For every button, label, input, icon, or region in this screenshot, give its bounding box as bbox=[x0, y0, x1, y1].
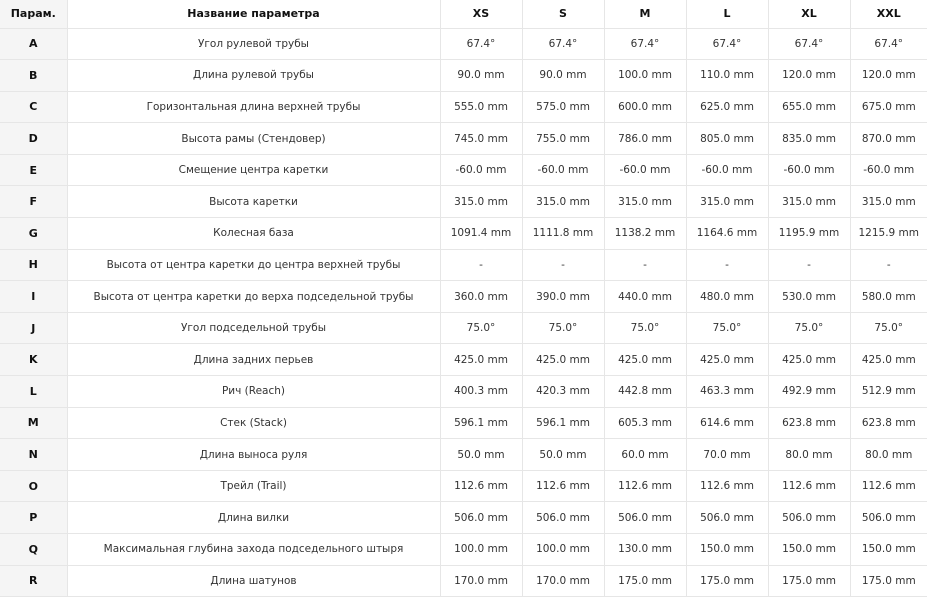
param-name: Длина вилки bbox=[67, 502, 440, 534]
param-name: Угол рулевой трубы bbox=[67, 28, 440, 60]
value-m: 786.0 mm bbox=[604, 123, 686, 155]
value-xs: 360.0 mm bbox=[440, 281, 522, 313]
value-m: 600.0 mm bbox=[604, 91, 686, 123]
value-l: 463.3 mm bbox=[686, 376, 768, 408]
value-s: 112.6 mm bbox=[522, 470, 604, 502]
value-s: - bbox=[522, 249, 604, 281]
param-code: P bbox=[0, 502, 67, 534]
value-s: 506.0 mm bbox=[522, 502, 604, 534]
param-code: N bbox=[0, 439, 67, 471]
value-xl: -60.0 mm bbox=[768, 154, 850, 186]
table-header-row bbox=[0, 0, 927, 28]
table-row bbox=[0, 502, 927, 534]
table-row bbox=[0, 60, 927, 92]
value-m: 75.0° bbox=[604, 312, 686, 344]
param-name: Максимальная глубина захода подседельного штыря bbox=[67, 534, 440, 566]
table-row bbox=[0, 534, 927, 566]
value-xxl: 112.6 mm bbox=[850, 470, 927, 502]
value-l: 625.0 mm bbox=[686, 91, 768, 123]
value-xl: 655.0 mm bbox=[768, 91, 850, 123]
param-name: Высота от центра каретки до центра верхней трубы bbox=[67, 249, 440, 281]
param-name: Длина рулевой трубы bbox=[67, 60, 440, 92]
table-row bbox=[0, 28, 927, 60]
value-s: 67.4° bbox=[522, 28, 604, 60]
value-m: 130.0 mm bbox=[604, 534, 686, 566]
param-name: Рич (Reach) bbox=[67, 376, 440, 408]
header-param-name: Название параметра bbox=[67, 0, 440, 28]
value-xxl: 315.0 mm bbox=[850, 186, 927, 218]
value-s: 50.0 mm bbox=[522, 439, 604, 471]
value-s: 390.0 mm bbox=[522, 281, 604, 313]
param-code: K bbox=[0, 344, 67, 376]
value-xs: 170.0 mm bbox=[440, 565, 522, 597]
value-xl: 425.0 mm bbox=[768, 344, 850, 376]
table-row bbox=[0, 218, 927, 250]
value-l: 480.0 mm bbox=[686, 281, 768, 313]
value-xl: 1195.9 mm bbox=[768, 218, 850, 250]
param-code: R bbox=[0, 565, 67, 597]
table-body bbox=[0, 28, 927, 597]
value-xxl: 580.0 mm bbox=[850, 281, 927, 313]
value-xxl: 425.0 mm bbox=[850, 344, 927, 376]
value-l: 112.6 mm bbox=[686, 470, 768, 502]
value-m: 100.0 mm bbox=[604, 60, 686, 92]
header-size-xs: XS bbox=[440, 0, 522, 28]
table-row bbox=[0, 312, 927, 344]
value-m: 112.6 mm bbox=[604, 470, 686, 502]
value-xxl: 512.9 mm bbox=[850, 376, 927, 408]
param-name: Трейл (Trail) bbox=[67, 470, 440, 502]
value-m: 440.0 mm bbox=[604, 281, 686, 313]
value-l: 506.0 mm bbox=[686, 502, 768, 534]
value-xs: 596.1 mm bbox=[440, 407, 522, 439]
param-name: Длина шатунов bbox=[67, 565, 440, 597]
table-row bbox=[0, 565, 927, 597]
value-m: -60.0 mm bbox=[604, 154, 686, 186]
value-xl: 150.0 mm bbox=[768, 534, 850, 566]
value-l: - bbox=[686, 249, 768, 281]
value-l: 614.6 mm bbox=[686, 407, 768, 439]
table-row bbox=[0, 470, 927, 502]
value-xl: 80.0 mm bbox=[768, 439, 850, 471]
value-xs: 425.0 mm bbox=[440, 344, 522, 376]
value-m: 175.0 mm bbox=[604, 565, 686, 597]
value-xs: 506.0 mm bbox=[440, 502, 522, 534]
value-s: 425.0 mm bbox=[522, 344, 604, 376]
param-name: Высота от центра каретки до верха подседельной трубы bbox=[67, 281, 440, 313]
param-code: G bbox=[0, 218, 67, 250]
value-l: 67.4° bbox=[686, 28, 768, 60]
value-l: 150.0 mm bbox=[686, 534, 768, 566]
value-xs: 315.0 mm bbox=[440, 186, 522, 218]
param-code: A bbox=[0, 28, 67, 60]
value-xxl: -60.0 mm bbox=[850, 154, 927, 186]
value-s: 755.0 mm bbox=[522, 123, 604, 155]
value-l: 70.0 mm bbox=[686, 439, 768, 471]
value-xxl: 1215.9 mm bbox=[850, 218, 927, 250]
param-code: Q bbox=[0, 534, 67, 566]
value-xxl: 623.8 mm bbox=[850, 407, 927, 439]
value-xs: -60.0 mm bbox=[440, 154, 522, 186]
param-name: Длина выноса руля bbox=[67, 439, 440, 471]
table-row bbox=[0, 123, 927, 155]
value-s: 170.0 mm bbox=[522, 565, 604, 597]
value-xxl: 675.0 mm bbox=[850, 91, 927, 123]
value-xxl: - bbox=[850, 249, 927, 281]
header-size-l: L bbox=[686, 0, 768, 28]
value-xl: 530.0 mm bbox=[768, 281, 850, 313]
value-xl: - bbox=[768, 249, 850, 281]
value-xs: 112.6 mm bbox=[440, 470, 522, 502]
value-l: -60.0 mm bbox=[686, 154, 768, 186]
value-xxl: 80.0 mm bbox=[850, 439, 927, 471]
value-xs: 90.0 mm bbox=[440, 60, 522, 92]
value-xxl: 870.0 mm bbox=[850, 123, 927, 155]
value-xxl: 120.0 mm bbox=[850, 60, 927, 92]
value-m: 60.0 mm bbox=[604, 439, 686, 471]
value-xs: 1091.4 mm bbox=[440, 218, 522, 250]
param-name: Угол подседельной трубы bbox=[67, 312, 440, 344]
value-xxl: 67.4° bbox=[850, 28, 927, 60]
value-xxl: 75.0° bbox=[850, 312, 927, 344]
value-l: 110.0 mm bbox=[686, 60, 768, 92]
value-xs: 555.0 mm bbox=[440, 91, 522, 123]
value-xs: 75.0° bbox=[440, 312, 522, 344]
param-code: L bbox=[0, 376, 67, 408]
param-code: O bbox=[0, 470, 67, 502]
value-s: 575.0 mm bbox=[522, 91, 604, 123]
table-row bbox=[0, 91, 927, 123]
value-l: 175.0 mm bbox=[686, 565, 768, 597]
value-xl: 120.0 mm bbox=[768, 60, 850, 92]
value-s: 315.0 mm bbox=[522, 186, 604, 218]
value-xxl: 175.0 mm bbox=[850, 565, 927, 597]
value-s: 90.0 mm bbox=[522, 60, 604, 92]
table-row bbox=[0, 439, 927, 471]
table-row bbox=[0, 249, 927, 281]
table-row bbox=[0, 281, 927, 313]
value-m: - bbox=[604, 249, 686, 281]
value-xl: 506.0 mm bbox=[768, 502, 850, 534]
value-xs: - bbox=[440, 249, 522, 281]
value-l: 1164.6 mm bbox=[686, 218, 768, 250]
value-m: 425.0 mm bbox=[604, 344, 686, 376]
param-code: I bbox=[0, 281, 67, 313]
value-xl: 315.0 mm bbox=[768, 186, 850, 218]
value-m: 67.4° bbox=[604, 28, 686, 60]
value-xl: 623.8 mm bbox=[768, 407, 850, 439]
value-m: 1138.2 mm bbox=[604, 218, 686, 250]
value-m: 605.3 mm bbox=[604, 407, 686, 439]
value-xl: 175.0 mm bbox=[768, 565, 850, 597]
value-s: 596.1 mm bbox=[522, 407, 604, 439]
value-xxl: 506.0 mm bbox=[850, 502, 927, 534]
value-xs: 50.0 mm bbox=[440, 439, 522, 471]
value-xs: 67.4° bbox=[440, 28, 522, 60]
param-name: Стек (Stack) bbox=[67, 407, 440, 439]
value-s: 420.3 mm bbox=[522, 376, 604, 408]
table-row bbox=[0, 344, 927, 376]
value-l: 75.0° bbox=[686, 312, 768, 344]
value-xs: 100.0 mm bbox=[440, 534, 522, 566]
value-s: 1111.8 mm bbox=[522, 218, 604, 250]
param-code: D bbox=[0, 123, 67, 155]
value-xl: 835.0 mm bbox=[768, 123, 850, 155]
value-m: 442.8 mm bbox=[604, 376, 686, 408]
param-code: C bbox=[0, 91, 67, 123]
value-xs: 400.3 mm bbox=[440, 376, 522, 408]
value-xl: 75.0° bbox=[768, 312, 850, 344]
param-code: H bbox=[0, 249, 67, 281]
param-name: Колесная база bbox=[67, 218, 440, 250]
value-xl: 67.4° bbox=[768, 28, 850, 60]
param-code: B bbox=[0, 60, 67, 92]
value-xl: 112.6 mm bbox=[768, 470, 850, 502]
value-s: -60.0 mm bbox=[522, 154, 604, 186]
param-code: M bbox=[0, 407, 67, 439]
param-code: J bbox=[0, 312, 67, 344]
table-row bbox=[0, 154, 927, 186]
value-m: 506.0 mm bbox=[604, 502, 686, 534]
value-xxl: 150.0 mm bbox=[850, 534, 927, 566]
value-s: 75.0° bbox=[522, 312, 604, 344]
value-l: 805.0 mm bbox=[686, 123, 768, 155]
value-xl: 492.9 mm bbox=[768, 376, 850, 408]
param-code: F bbox=[0, 186, 67, 218]
header-param-code: Парам. bbox=[0, 0, 67, 28]
value-s: 100.0 mm bbox=[522, 534, 604, 566]
value-m: 315.0 mm bbox=[604, 186, 686, 218]
value-l: 425.0 mm bbox=[686, 344, 768, 376]
value-xs: 745.0 mm bbox=[440, 123, 522, 155]
header-size-xl: XL bbox=[768, 0, 850, 28]
param-code: E bbox=[0, 154, 67, 186]
table-row bbox=[0, 376, 927, 408]
param-name: Горизонтальная длина верхней трубы bbox=[67, 91, 440, 123]
param-name: Высота рамы (Стендовер) bbox=[67, 123, 440, 155]
header-size-s: S bbox=[522, 0, 604, 28]
value-l: 315.0 mm bbox=[686, 186, 768, 218]
table-row bbox=[0, 186, 927, 218]
table-row bbox=[0, 407, 927, 439]
header-size-xxl: XXL bbox=[850, 0, 927, 28]
param-name: Длина задних перьев bbox=[67, 344, 440, 376]
param-name: Высота каретки bbox=[67, 186, 440, 218]
param-name: Смещение центра каретки bbox=[67, 154, 440, 186]
header-size-m: M bbox=[604, 0, 686, 28]
